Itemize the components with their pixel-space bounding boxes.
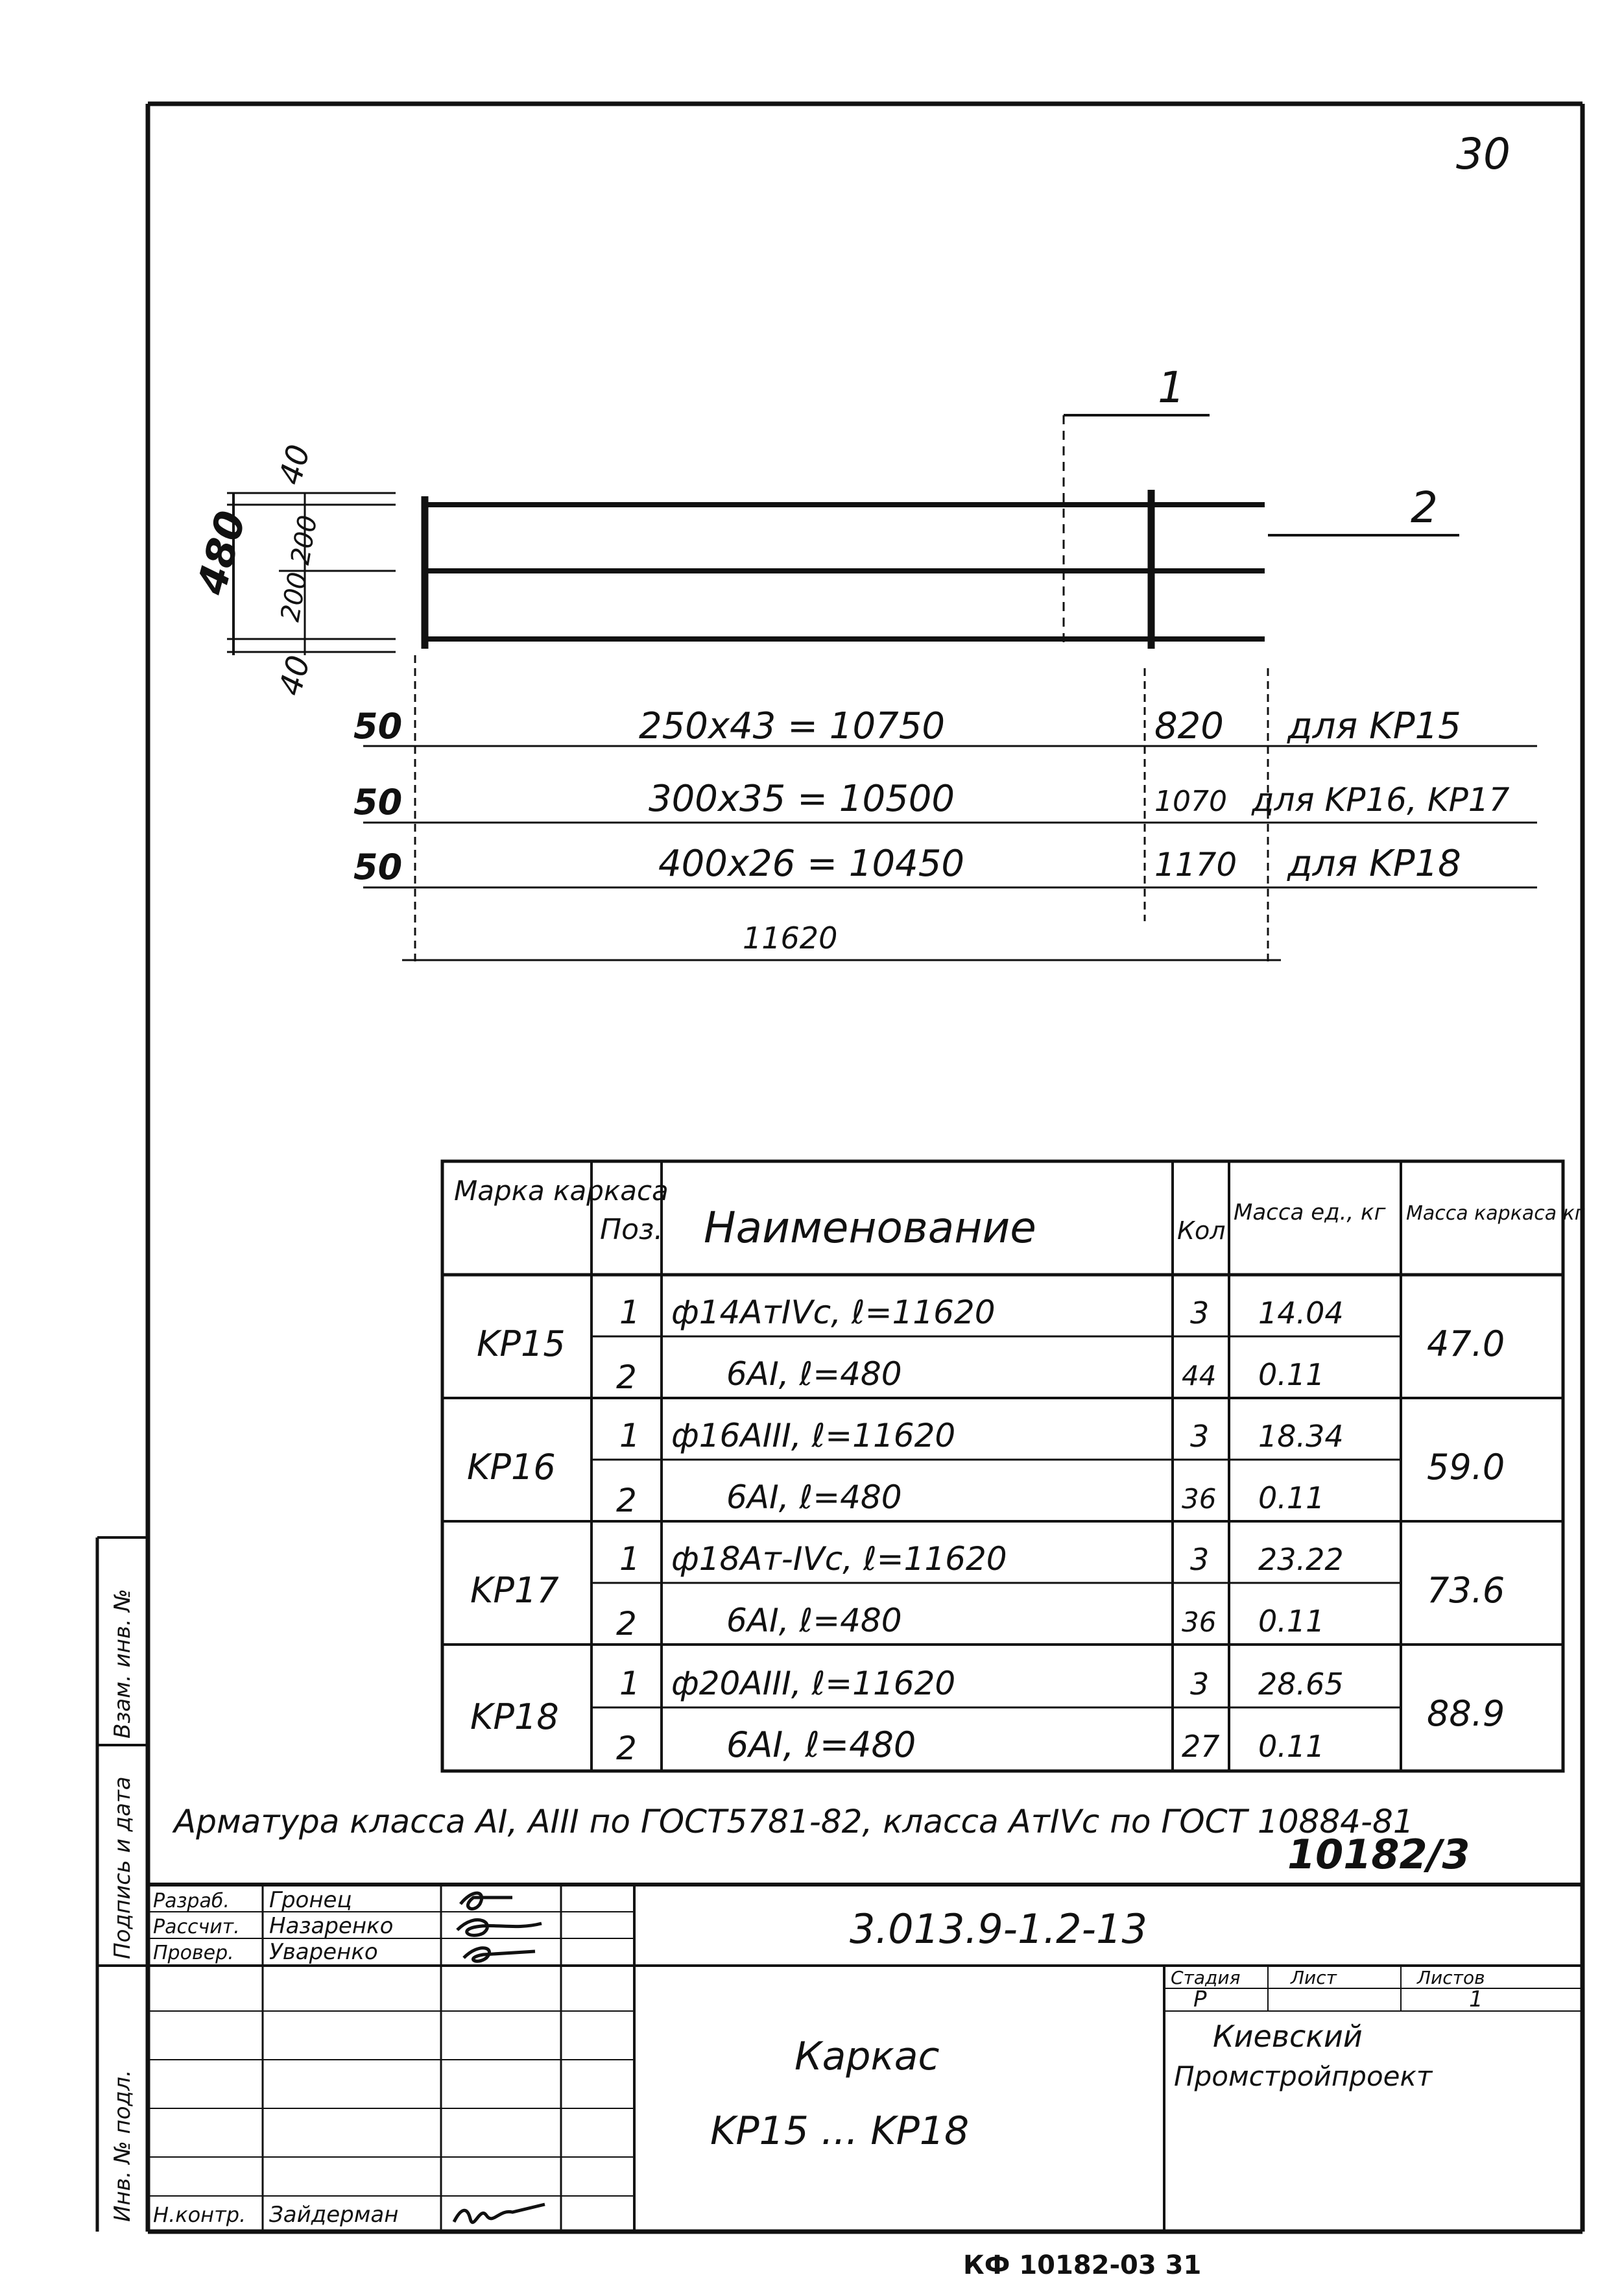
dim-middle: 400x26 = 10450 — [658, 843, 964, 885]
spec-group-kp17 — [470, 1540, 1505, 1643]
name-cell: 6АI, ℓ=480 — [726, 1478, 902, 1516]
dim-bottom-offset: 40 — [272, 651, 318, 700]
header-pos: Поз. — [600, 1213, 663, 1246]
pos-cell: 2 — [616, 1605, 637, 1643]
total-mass-cell: 47.0 — [1427, 1323, 1505, 1364]
unit-mass-cell: 14.04 — [1258, 1296, 1344, 1331]
section-callout-1: 1 — [1158, 363, 1185, 413]
reinforcement-note: Арматура класса АI, АIII по ГОСТ5781-82, класса АтIVc по ГОСТ 10884-81 — [174, 1803, 1414, 1840]
qty-cell: 27 — [1182, 1729, 1220, 1764]
spec-table-grid — [442, 1161, 1563, 1771]
dim-right: 820 — [1154, 705, 1224, 747]
section-callout-2: 2 — [1411, 483, 1438, 533]
pos-cell: 2 — [616, 1482, 637, 1519]
qty-cell: 3 — [1190, 1542, 1210, 1577]
dim-middle-spacing: 200 200 — [275, 512, 324, 624]
organization-line-1: Киевский — [1213, 2019, 1363, 2054]
header-name: Наименование — [704, 1203, 1036, 1253]
pos-cell: 1 — [619, 1294, 640, 1331]
dim-note: для KP18 — [1287, 843, 1461, 885]
dim-right: 1070 — [1154, 785, 1227, 818]
name-cell: ф14АтIVc, ℓ=11620 — [671, 1294, 996, 1331]
dim-end: 50 — [353, 706, 403, 747]
stage-value: P — [1193, 1986, 1207, 2012]
side-label-signature-date: Подпись и дата — [110, 1776, 136, 1959]
mark-cell: KP17 — [470, 1570, 559, 1611]
pos-cell: 2 — [616, 1358, 637, 1396]
sheets-header: Листов — [1417, 1967, 1485, 1988]
organization-line-2: Промстройпроект — [1174, 2060, 1433, 2092]
dimension-row-kp18 — [353, 843, 1461, 887]
unit-mass-cell: 28.65 — [1258, 1667, 1344, 1702]
qty-cell: 3 — [1190, 1667, 1210, 1702]
name-developer: Гронец — [269, 1887, 352, 1913]
unit-mass-cell: 0.11 — [1258, 1357, 1325, 1392]
header-mark-text: Марка каркаса — [454, 1175, 669, 1207]
dimension-row-kp15 — [353, 705, 1461, 747]
total-mass-cell: 73.6 — [1427, 1570, 1505, 1611]
page-number: 30 — [1456, 129, 1511, 179]
footer-code: КФ 10182-03 31 — [963, 2250, 1202, 2280]
total-mass-cell: 88.9 — [1427, 1693, 1505, 1734]
title-block-people — [153, 1887, 398, 2228]
role-norm-control: Н.контр. — [153, 2202, 246, 2227]
name-cell: ф18Ат-IVc, ℓ=11620 — [671, 1540, 1007, 1578]
role-checker: Провер. — [153, 1942, 234, 1964]
dim-middle: 250x43 = 10750 — [639, 705, 945, 747]
name-cell: ф16АIII, ℓ=11620 — [671, 1417, 956, 1454]
dim-note: для KP15 — [1287, 705, 1461, 747]
sheets-value: 1 — [1469, 1986, 1483, 2012]
qty-cell: 3 — [1190, 1296, 1210, 1331]
dim-overall-length: 11620 — [743, 921, 838, 956]
dim-right: 1170 — [1154, 846, 1237, 884]
spec-group-kp16 — [467, 1417, 1505, 1519]
role-calculator: Рассчит. — [153, 1916, 240, 1938]
role-developer: Разраб. — [153, 1890, 230, 1912]
name-norm-control: Зайдерман — [269, 2202, 399, 2228]
document-number: 3.013.9-1.2-13 — [850, 1905, 1147, 1953]
unit-mass-cell: 23.22 — [1258, 1542, 1344, 1577]
qty-cell: 36 — [1182, 1606, 1217, 1638]
pos-cell: 2 — [616, 1730, 637, 1767]
header-unit-mass: Масса ед., кг — [1234, 1199, 1386, 1225]
name-cell: 6АI, ℓ=480 — [726, 1355, 902, 1393]
side-label-replacement: Взам. инв. № — [110, 1589, 136, 1739]
header-total-mass: Масса каркаса кг — [1406, 1202, 1585, 1225]
name-cell: 6АI, ℓ=480 — [726, 1602, 902, 1639]
spec-table-header — [454, 1175, 1585, 1253]
sheet-code: 10182/3 — [1287, 1831, 1470, 1878]
pos-cell: 1 — [619, 1665, 640, 1702]
pos-cell: 1 — [619, 1540, 640, 1578]
dim-end: 50 — [353, 782, 403, 823]
signatures — [454, 1893, 545, 2223]
name-checker: Уваренко — [269, 1939, 378, 1965]
unit-mass-cell: 18.34 — [1258, 1419, 1344, 1454]
pos-cell: 1 — [619, 1417, 640, 1454]
sheet-header: Лист — [1291, 1967, 1337, 1988]
title-line-2: KP15 ... KP18 — [710, 2108, 970, 2154]
title-line-1: Каркас — [794, 2034, 940, 2079]
qty-cell: 36 — [1182, 1483, 1217, 1515]
unit-mass-cell: 0.11 — [1258, 1604, 1325, 1639]
name-cell: 6АI, ℓ=480 — [726, 1724, 916, 1765]
header-qty: Кол — [1177, 1216, 1226, 1245]
name-calculator: Назаренко — [269, 1913, 394, 1939]
unit-mass-cell: 0.11 — [1258, 1729, 1325, 1764]
dim-top-offset: 40 — [272, 440, 318, 489]
spec-group-kp15 — [477, 1294, 1505, 1396]
dim-note: для KP16, KP17 — [1252, 781, 1510, 819]
dim-overall-height: 480 — [187, 505, 255, 599]
name-cell: ф20АIII, ℓ=11620 — [671, 1665, 956, 1702]
header-mark — [454, 1175, 669, 1207]
stage-header: Стадия — [1171, 1967, 1241, 1988]
total-mass-cell: 59.0 — [1427, 1447, 1505, 1488]
unit-mass-cell: 0.11 — [1258, 1480, 1325, 1515]
spec-group-kp18 — [470, 1665, 1505, 1767]
dimension-row-kp16-kp17 — [353, 778, 1510, 823]
mark-cell: KP18 — [470, 1696, 559, 1737]
qty-cell: 44 — [1182, 1360, 1217, 1392]
qty-cell: 3 — [1190, 1419, 1210, 1454]
mark-cell: KP16 — [467, 1447, 556, 1488]
dim-middle: 300x35 = 10500 — [649, 778, 955, 820]
mark-cell: KP15 — [477, 1323, 566, 1364]
side-label-inventory: Инв. № подл. — [110, 2069, 136, 2222]
dim-end: 50 — [353, 847, 403, 887]
